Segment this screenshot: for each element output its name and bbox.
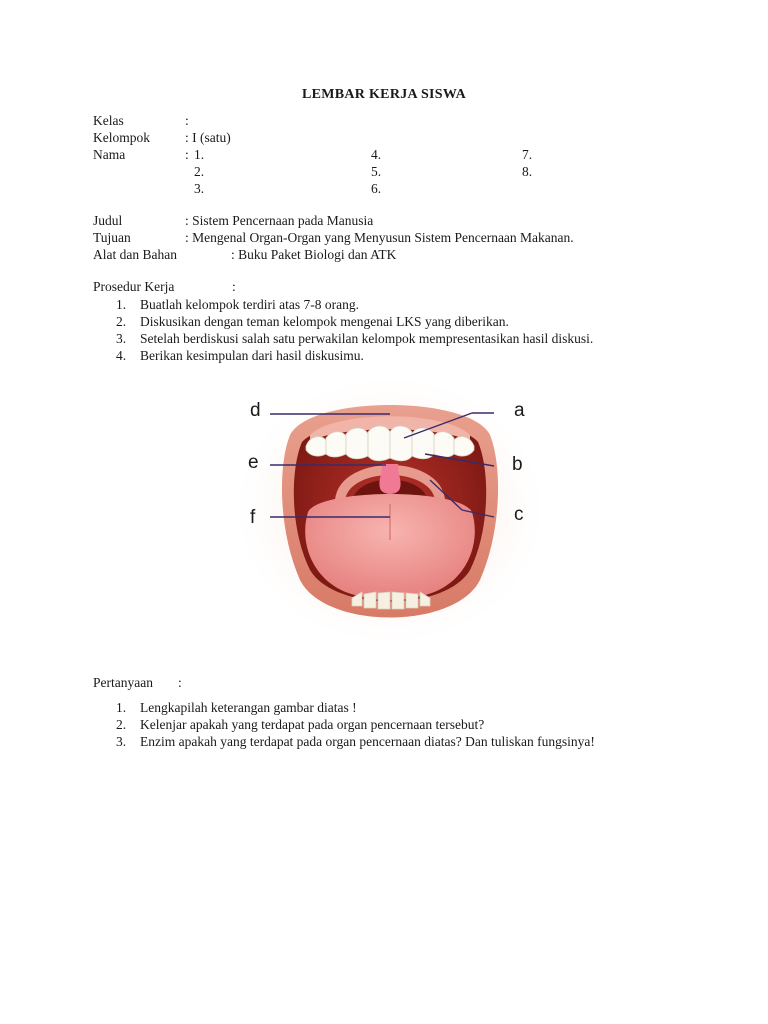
page-title: LEMBAR KERJA SISWA <box>301 87 467 102</box>
tujuan-label: Tujuan <box>93 230 131 245</box>
alat-label: Alat dan Bahan <box>93 247 177 262</box>
mouth-diagram <box>240 380 540 642</box>
judul-label: Judul <box>93 213 123 228</box>
kelompok-value: : I (satu) <box>185 130 231 145</box>
nama-label: Nama <box>93 147 126 162</box>
alat-value: : Buku Paket Biologi dan ATK <box>231 247 397 262</box>
nama-number: 2. <box>194 164 205 179</box>
nama-number: 5. <box>371 164 382 179</box>
list-text: Buatlah kelompok terdiri atas 7-8 orang. <box>140 297 359 312</box>
list-number: 4. <box>116 348 127 363</box>
nama-number: 4. <box>371 147 382 162</box>
label-f: f <box>250 507 256 528</box>
list-number: 3. <box>116 734 127 749</box>
nama-number: 1. <box>194 147 205 162</box>
tujuan-value: : Mengenal Organ-Organ yang Menyusun Sistem Pencernaan Makanan. <box>185 230 574 245</box>
list-number: 2. <box>116 717 127 732</box>
kelas-value: : <box>185 113 189 128</box>
list-text: Setelah berdiskusi salah satu perwakilan kelompok mempresentasikan hasil diskusi. <box>140 331 594 346</box>
list-text: Diskusikan dengan teman kelompok mengenai LKS yang diberikan. <box>140 314 509 329</box>
nama-number: 7. <box>522 147 533 162</box>
list-number: 1. <box>116 700 127 715</box>
questions-colon: : <box>178 675 182 690</box>
list-text: Berikan kesimpulan dari hasil diskusimu. <box>140 348 364 363</box>
judul-value: : Sistem Pencernaan pada Manusia <box>185 213 374 228</box>
label-a: a <box>514 400 525 421</box>
nama-colon: : <box>185 147 189 162</box>
nama-number: 3. <box>194 181 205 196</box>
mouth-illustration <box>240 380 540 642</box>
nama-number: 6. <box>371 181 382 196</box>
label-c: c <box>514 504 524 525</box>
procedure-heading: Prosedur Kerja <box>93 279 175 294</box>
label-d: d <box>250 400 261 421</box>
questions-heading: Pertanyaan <box>93 675 153 690</box>
nama-number: 8. <box>522 164 533 179</box>
kelompok-label: Kelompok <box>93 130 150 145</box>
list-text: Enzim apakah yang terdapat pada organ pencernaan diatas? Dan tuliskan fungsinya! <box>140 734 595 749</box>
uvula <box>379 464 400 494</box>
label-e: e <box>248 452 259 473</box>
list-number: 2. <box>116 314 127 329</box>
list-number: 3. <box>116 331 127 346</box>
list-text: Lengkapilah keterangan gambar diatas ! <box>140 700 357 715</box>
kelas-label: Kelas <box>93 113 124 128</box>
label-b: b <box>512 454 523 475</box>
list-number: 1. <box>116 297 127 312</box>
list-text: Kelenjar apakah yang terdapat pada organ pencernaan tersebut? <box>140 717 485 732</box>
procedure-colon: : <box>232 279 236 294</box>
